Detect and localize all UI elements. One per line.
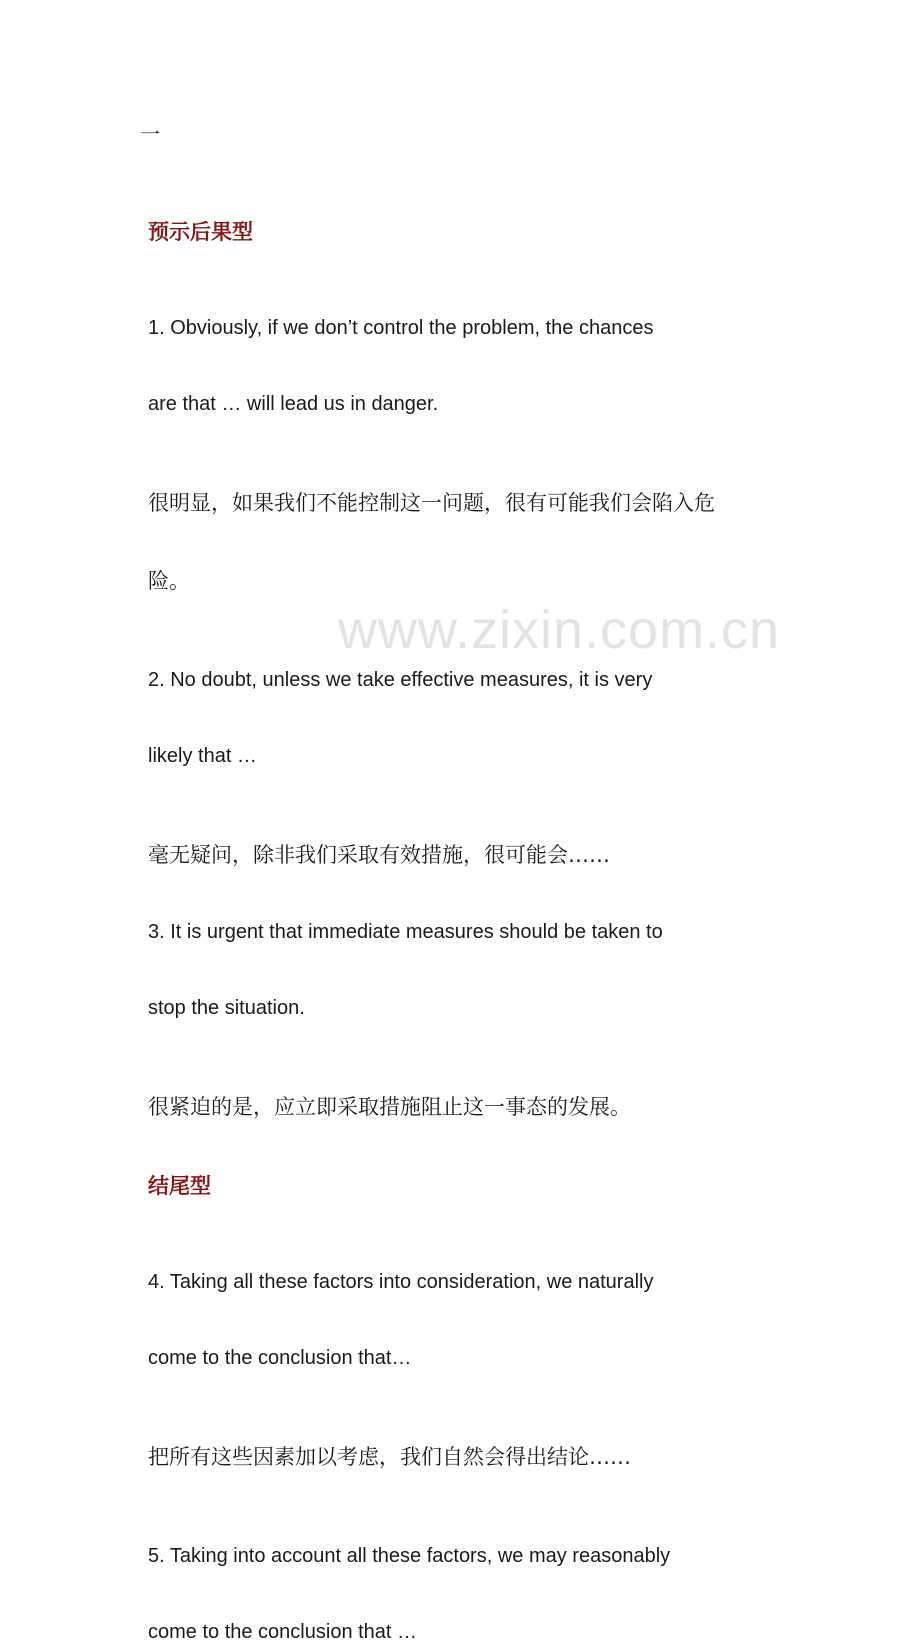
section-heading-consequence: 预示后果型 [148, 220, 253, 244]
sentence-5-en-line-2: come to the conclusion that … [148, 1621, 418, 1643]
sentence-5-en-line-1: 5. Taking into account all these factors, we may reasonably [148, 1545, 671, 1567]
sentence-2-en-line-1: 2. No doubt, unless we take effective measures, it is very [148, 669, 653, 691]
sentence-4-en-line-1: 4. Taking all these factors into consideration, we naturally [148, 1271, 654, 1293]
sentence-1-en-line-1: 1. Obviously, if we don’t control the problem, the chances [148, 317, 654, 339]
section-heading-conclusion: 结尾型 [148, 1174, 211, 1198]
sentence-2-en-line-2: likely that … [148, 745, 257, 767]
sentence-2-zh-line-1: 毫无疑问，除非我们采取有效措施，很可能会…… [148, 843, 610, 867]
sentence-1-en-line-2: are that … will lead us in danger. [148, 393, 439, 415]
section-marker: 一 [140, 122, 160, 146]
sentence-3-en-line-1: 3. It is urgent that immediate measures should be taken to [148, 921, 663, 943]
sentence-4-en-line-2: come to the conclusion that… [148, 1347, 412, 1369]
sentence-4-zh-line-1: 把所有这些因素加以考虑，我们自然会得出结论…… [148, 1445, 631, 1469]
watermark: www.zixin.com.cn [338, 600, 781, 660]
sentence-1-zh-line-2: 险。 [148, 569, 190, 593]
sentence-3-zh-line-1: 很紧迫的是，应立即采取措施阻止这一事态的发展。 [148, 1095, 631, 1119]
sentence-1-zh-line-1: 很明显，如果我们不能控制这一问题，很有可能我们会陷入危 [148, 491, 715, 515]
sentence-3-en-line-2: stop the situation. [148, 997, 305, 1019]
